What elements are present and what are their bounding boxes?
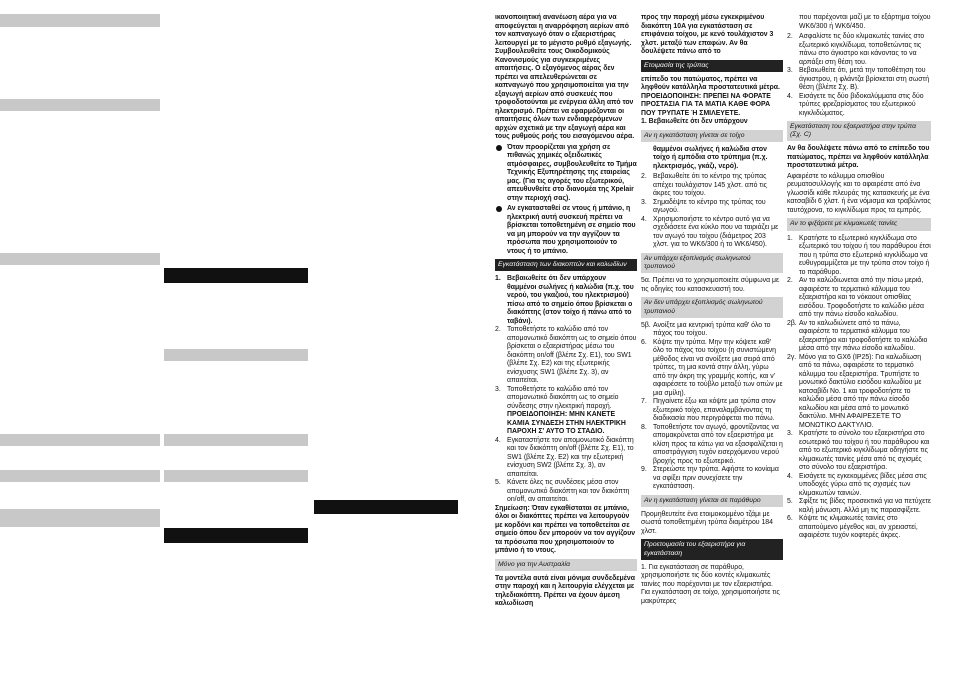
margin-bar-black-2 [314,500,458,514]
window-text: Προμηθευτείτε ένα ετοιμοκομμένο τζάμι με σωστά τοποθετημένη τρύπα διαμέτρου 184 χλστ. [641,510,773,535]
margin-bar-9 [0,509,160,527]
install-text: Αφαιρέστε το κάλυμμα οπισθίου ρευματοσυλλογής και το αφαιρέστε από ένα γλωσσίδι κάθε πλευράς της κατασκευής με ένα κατσαβίδι 6 χλστ. ή ένα νόμισμα και τραβώντας ταυτόχρονα, το κιγκλίδωμα προς τα εμπρός. [787,172,931,214]
column-1 [495,14,637,611]
margin-bar-1 [0,14,160,27]
list-item: 8. Τοποθετήστε τον αγωγό, φροντίζοντας να απομακρύνεται από τον εξαεριστήρα με κλίση προς τα κάτω για να εξασφαλίζεται η αποστράγγιση τυχόν εισερχόμενου νερού βροχής προς το εξωτερικό. [641,423,783,465]
bullet-item: Όταν προορίζεται για χρήση σε πιθανώς χημικές οξειδωτικές ατμόσφαιρες, συμβουλευθείτε το Τμήμα Τεχνικής Εξυπηρέτησης της εταιρείας μας. (Για τις αγορές του εξωτερικού, απευθυνθείτε στο διανομέα της Xpelair στην περιοχή σας). [495,144,637,204]
list-item: 2. Ασφαλίστε τις δύο κλιμακωτές ταινίες στο εξωτερικό κιγκλίδωμα, τοποθετώντας τις πάνω στο άγκιστρο και κάνοντας το να αρπάξει στη θέση του. [787,33,925,66]
list-item: 1. Βεβαιωθείτε ότι δεν υπάρχουν θαμμένοι σωλήνες ή καλώδια (π.χ. του νερού, του γκαζιού, του ηλεκτρισμού) πίσω από το σημείο όπου βρίσκεται ο διακόπτης (στον τοίχο ή πάνω από το ταβάνι). [495,275,634,325]
margin-bar-black-3 [164,528,308,543]
bullet-icon [496,206,502,212]
floor-text: επίπεδο του πατώματος, πρέπει να ληφθούν κατάλληλα προστατευτικά μέτρα. ΠΡΟΕΙΔΟΠΟΙΗΣΗ: ΠΡΕΠΕΙ ΝΑ ΦΟΡΑΤΕ ΠΡΟΣΤΑΣΙΑ ΓΙΑ ΤΑ ΜΑΤΙΑ ΚΑΘΕ ΦΟΡΑ ΠΟΥ ΤΡΥΠΑΤΕ Ή ΣΜΙΛΕΥΕΤΕ. 1. Βεβαιωθείτε ότι δεν υπάρχουν [641,75,780,126]
margin-bar-8 [164,470,308,482]
margin-bar-7 [0,470,160,482]
col3-intro: που παρέχονται μαζί με το εξάρτημα τοίχου WK6/300 ή WK6/450. [799,14,931,30]
liner-text: 5α. Πρέπει να το χρησιμοποιείτε σύμφωνα με τις οδηγίες του κατασκευαστή του. [641,277,780,293]
section-heading-hole: Ετοιμασία της τρύπας [641,60,783,72]
warning-text: ΠΡΟΕΙΔΟΠΟΙΗΣΗ: ΜΗΝ ΚΑΝΕΤΕ ΚΑΜΙΑ ΣΥΝΔΕΣΗ ΣΤΗΝ ΗΛΕΚΤΡΙΚΗ ΠΑΡΟΧΗ Σ' ΑΥΤΟ ΤΟ ΣΤΑΔΙΟ. [507,411,626,436]
list-item: 9. Στερεώστε την τρύπα. Αφήστε το κονίαμα να σφίξει πριν συνεχίσετε την εγκατάσταση. [641,466,779,491]
list-item: 4. Εισάγετε τις δύο βιδοκαλύμματα στις δύο τρύπες φρεζαρίσματος του εξωτερικού κιγκλιδώματος. [787,92,924,117]
list-item: 3. Βεβαιωθείτε ότι, μετά την τοποθέτηση του άγκιστρου, η φλάντζα βρίσκεται στη σωστή θέση (βλέπε Σχ. B). [787,67,930,91]
section-heading-wall: Αν η εγκατάσταση γίνεται σε τοίχο [641,130,783,142]
bullet-item: Αν εγκατασταθεί σε ντους ή μπάνιο, η ηλεκτρική αυτή συσκευή πρέπει να βρίσκεται τοποθετημένη σε σημείο που να μη μπορούν να την αγγίζουν τα πρόσωπα που χρησιμοποιούν το ντους ή το μπάνιο. [495,205,637,256]
section-heading-preparation: Προετοιμασία του εξαεριστήρα για εγκατάσταση [641,539,783,559]
section-heading-install: Εγκατάσταση του εξαεριστήρα στην τρύπα (Σχ. C) [787,121,931,141]
section-heading-switches: Εγκατάσταση των διακοπτών και καλωδίων [495,259,637,271]
note-text: Σημείωση: Όταν εγκαθίσταται σε μπάνιο, όλοι οι διακόπτες πρέπει να λειτουργούν με κορδόνι και πρέπει να τοποθετείται σε σημείο όπου δεν μπορούν να τον αγγίζουν τα πρόσωπα που χρησιμοποιούν το μπάνιο ή το ντους. [495,504,636,555]
list-item: 7. Πηγαίνετε έξω και κόψτε μια τρύπα στον εξωτερικό τοίχο, επαναλαμβάνοντας τη διαδικασία που περιγράφεται πιο πάνω. [641,398,776,423]
col2-intro: προς την παροχή μέσω εγκεκριμένου διακόπτη 10A για εγκατάσταση σε επιφάνεια τοίχου, με κενό τουλάχιστον 3 χλστ. μεταξύ των επαφών. Αν θα δουλέψετε πάνω από το [641,14,774,55]
margin-bar-6 [164,434,308,446]
list-item: 2β. Αν το καλωδιώνετε από τα πάνω, αφαιρέστε το τερματικό κάλυμμα του εξαεριστήρα και τροφοδοτήστε το καλώδιο μέσα από την πάνω είσοδο καλωδίου. [787,319,928,353]
bullet-icon [496,145,502,151]
list-item: 3. Σημαδέψτε το κέντρο της τρύπας του αγωγού. [641,198,766,215]
col1-intro: ικανοποιητική ανανέωση αέρα για να αποφεύγεται η αναρρόφηση αερίων από τον καπναγωγό όταν ο εξαεριστήρας λειτουργεί με το μέγιστο ρυθμό εξαγωγής. Συμβουλευθείτε τους Οικοδομικούς Κανονισμούς για συγκεκριμένες απαιτήσεις. Ο εξαγόμενος αέρας δεν πρέπει να απελευθερώνεται σε καπναγωγό που χρησιμοποιείται για την εξαγωγή αερίων από συσκευές που τροφοδοτούνται με ενέργεια άλλη από τον ηλεκτρισμό. Πρέπει να εφαρμόζονται οι απαιτήσεις όλων των ενδιαφερόμενων αρχών σχετικά με την εξαγωγή αέρα και τους ρυθμούς ροής του εισαγόμενου αέρα. [495,14,635,140]
install-lead: Αν θα δουλέψετε πάνω από το επίπεδο του πατώματος, πρέπει να ληφθούν κατάλληλα προστατευτικά μέτρα. [787,145,930,170]
list-item: 5. Κάνετε όλες τις συνδέσεις μέσα στον απομονωτικό διακόπτη και τον διακόπτη on/off, αν απαιτείται. [495,479,630,504]
list-item: 4. Εγκαταστήστε τον απομονωτικό διακόπτη και τον διακόπτη on/off (βλέπε Σχ. E1), το SW1 (βλέπε Σχ. E2) και την εξωτερική ενίσχυση SW2 (βλέπε Σχ. 3), αν απαιτείται. [495,436,634,478]
australia-text: Τα μοντέλα αυτά είναι μόνιμα συνδεδεμένα στην παροχή και η λειτουργία ελέγχεται με τηλεδιακόπτη. Πρέπει να έχουν άμεση καλωδίωση [495,574,635,608]
section-heading-lock: Αν το φιξάρετε με κλιμακωτές ταινίες [787,218,931,230]
list-item: 5. Σφίξτε τις βίδες προσεκτικά για να πετύχετε καλή μόνωση. Αλλά μη τις παρασφίξετε. [787,498,931,514]
list-item: 6. Κόψτε την τρύπα. Μην την κόψετε καθ' όλο το πάχος του τοίχου (η συνιστώμενη μέθοδος είναι να ανοίξετε μια σειρά από τρύπες, τη μια κοντά στην άλλη, γύρω από την άκρη της γραμμής κοπής, και ν' αφαιρέσετε το τούβλο μεταξύ των οπών με μια σμίλη). [641,338,783,397]
section-heading-no-liner: Αν δεν υπάρχει εξοπλισμός σωληνωτού τρυπανιού [641,297,783,317]
list-item: 3. Τοποθετήστε το καλώδιο από τον απομονωτικό διακόπτη ως το σημείο σύνδεσης στην ηλεκτρική παροχή. [495,385,619,410]
margin-bar-2 [0,99,160,111]
margin-bar-black-1 [164,268,308,283]
column-2 [641,14,783,608]
section-heading-australia: Μόνο για την Αυστραλία [495,559,637,571]
list-item: 2γ. Μόνο για το GX6 (IP25): Για καλωδίωση από τα πάνω, αφαιρέστε το τερματικό κάλυμμα του εξαεριστήρα. Τρυπήστε το μονωτικό δακτύλιο εισόδου καλωδίου με κατσαβίδι No. 1 και τροφοδοτήστε το καλώδιο μέσα από την πάνω είσοδο καλωδίου και μέσα από το μονωτικό δακτύλιο. ΜΗΝ ΑΦΑΙΡΕΣΕΤΕ ΤΟ ΜΟΝΩΤΙΚΟ ΔΑΚΤΥΛΙΟ. [787,353,922,429]
list-item: 2. Αν το καλώδιωνεται από την πίσω μεριά, αφαιρέστε το τερματικό κάλυμμα του εξαεριστήρα και το νόκαουτ οπισθίας εισόδου. Τροφοδοτήστε το καλώδιο μέσα από την πάνω είσοδο καλωδίου. [787,277,925,319]
margin-bar-4 [164,349,308,361]
prep-step: 1. Για εγκατάσταση σε παράθυρο, χρησιμοποιήστε τις δύο κοντές κλιμακωτές ταινίες που παρέχονται με τον εξαεριστήρα. Για εγκατάσταση σε τοίχο, χρησιμοποιήστε τις μακρύτερες [641,563,780,605]
list-item: 2. Τοποθετήστε το καλώδιο από τον απομονωτικό διακόπτη ως το σημείο όπου βρίσκεται ο εξαεριστήρας μέσω του διακόπτη on/off (βλέπε Σχ. E1), του SW1 (βλέπε Σχ. E2) και της εξωτερικής ενίσχυσης SW1 (βλέπε Σχ. 3), αν απαιτείται. [495,326,637,385]
list-item: 4. Εισάγετε τις εγκεκομμένες βίδες μέσα στις υποδοχές γύρω από τις σχισμές των κλιμακωτών ταινιών. [787,472,927,497]
list-item: 6. Κόψτε τις κλιμακωτές ταινίες στο απαιτούμενο μέγεθος και, αν χρειαστεί, αφαιρέστε τυχόν κοφτερές άκρες. [787,515,918,540]
section-heading-liner: Αν υπάρχει εξοπλισμός σωληνωτού τρυπανιού [641,253,783,273]
list-item: 4. Χρησιμοποιήστε το κέντρο αυτό για να σχεδιάσετε ένα κύκλο που να ταιριάζει με τον αγωγό του τοίχου (διάμετρος 203 χλστ. για το WK6/300 ή το WK6/450). [641,215,779,249]
list-item: 3. Κρατήστε το σύνολο του εξαεριστήρα στο εσωτερικό του τοίχου ή του παράθυρου και από το εξωτερικό κιγκλίδωμα οδηγήστε τις κλιμακωτές ταινίες μέσα από τις σχισμές στο σύνολο του εξαεριστήρα. [787,430,930,472]
list-item: 2. Βεβαιωθείτε ότι το κέντρο της τρύπας απέχει τουλάχιστον 145 χλστ. από τις άκρες του τοίχου. [641,173,767,198]
wall-lead: θαμμένοι σωλήνες ή καλώδια στον τοίχο ή εμπόδια στο τρύπημα (π.χ. ηλεκτρισμός, γκάζι, νερό). [653,145,768,170]
section-heading-window: Αν η εγκατάσταση γίνεται σε παράθυρο [641,495,783,507]
margin-bar-5 [0,434,160,446]
list-item: 5β. Ανοίξτε μια κεντρική τρύπα καθ' όλο το πάχος του τοίχου. [641,321,771,338]
column-3 [787,14,931,541]
list-item: 1. Κρατήστε το εξωτερικό κιγκλίδωμα στο εξωτερικό του τοίχου ή του παράθυρου έτσι που η τρύπα στο εξωτερικό κιγκλίδωμα να ευθυγραμμίζεται με την τρύπα στον τοίχο ή το παράθυρο. [787,234,931,276]
margin-bar-3 [0,253,160,265]
